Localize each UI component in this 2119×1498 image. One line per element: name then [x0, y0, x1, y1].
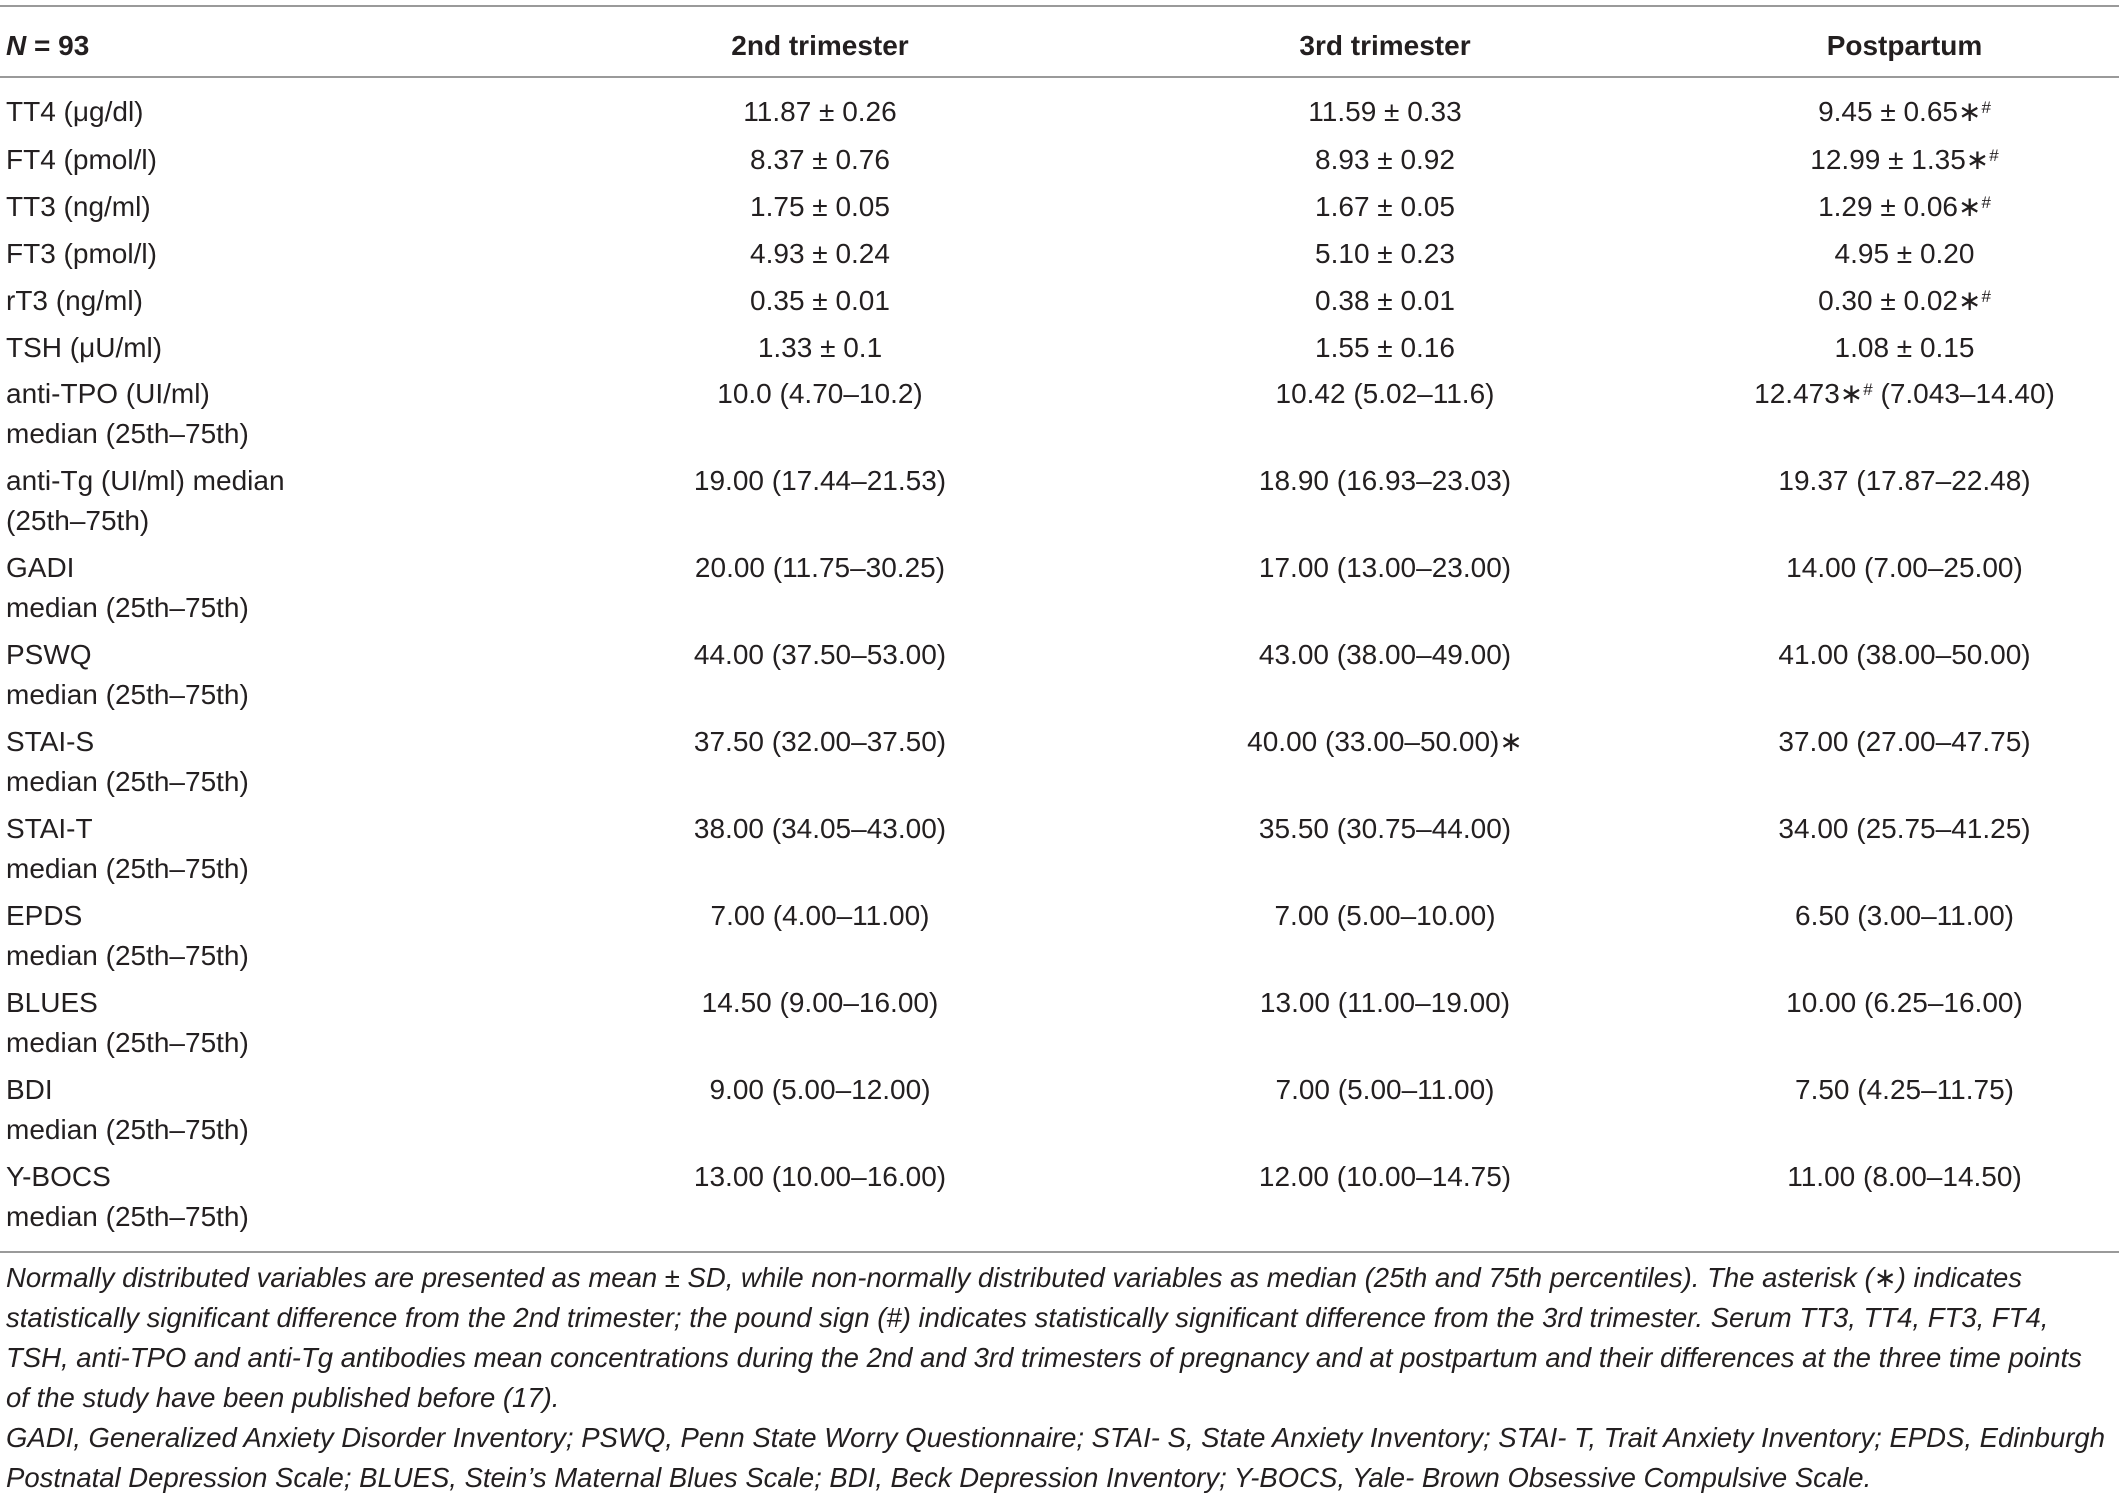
- row-label-text: EPDS: [6, 900, 83, 931]
- value-2nd-trimester: 38.00 (34.05–43.00): [693, 813, 947, 844]
- results-table: [0, 8, 2119, 1242]
- row-label-subtext: median (25th–75th): [6, 766, 249, 797]
- row-label-text: BLUES: [6, 987, 98, 1018]
- value-3rd-trimester: 7.00 (5.00–10.00): [1274, 900, 1496, 931]
- value-postpartum-text: 10.00 (6.25–16.00): [1786, 987, 2023, 1018]
- value-postpartum-text: 6.50 (3.00–11.00): [1795, 900, 2014, 931]
- value-postpartum-text: 1.08 ± 0.15: [1834, 332, 1975, 363]
- table-row: [0, 231, 2119, 278]
- value-postpartum-range: (7.043–14.40): [1872, 378, 2055, 409]
- value-postpartum: [1690, 894, 2119, 981]
- row-label-subtext: median (25th–75th): [6, 853, 249, 884]
- row-label-subtext: median (25th–75th): [6, 1027, 249, 1058]
- value-postpartum-text: 37.00 (27.00–47.75): [1778, 726, 2031, 757]
- value-3rd-trimester: 17.00 (13.00–23.00): [1258, 552, 1512, 583]
- table-body: [0, 80, 2119, 1242]
- row-label: [0, 325, 560, 372]
- value-3rd-trimester: 35.50 (30.75–44.00): [1258, 813, 1512, 844]
- value-postpartum: [1690, 325, 2119, 372]
- value-postpartum: [1690, 1068, 2119, 1155]
- row-label: [0, 231, 560, 278]
- row-label-text: TSH (μU/ml): [6, 332, 163, 363]
- value-2nd-trimester: 37.50 (32.00–37.50): [693, 726, 947, 757]
- row-label: [0, 372, 560, 459]
- significance-mark: #: [1981, 193, 1991, 212]
- significance-mark: #: [1981, 287, 1991, 306]
- row-label: [0, 278, 560, 325]
- table-row: [0, 1068, 2119, 1155]
- value-3rd-trimester: 18.90 (16.93–23.03): [1258, 465, 1512, 496]
- header-3rd-trimester: 3rd trimester: [1299, 30, 1471, 61]
- table-row: [0, 278, 2119, 325]
- row-label-text: PSWQ: [6, 639, 92, 670]
- row-label-subtext: median (25th–75th): [6, 592, 249, 623]
- row-label-subtext: median (25th–75th): [6, 418, 249, 449]
- row-label-text: STAI-T: [6, 813, 93, 844]
- table-row: [0, 372, 2119, 459]
- value-postpartum: [1690, 184, 2119, 231]
- header-2nd-trimester: 2nd trimester: [731, 30, 909, 61]
- value-3rd-trimester: 12.00 (10.00–14.75): [1258, 1161, 1512, 1192]
- footnote-abbreviations: GADI, Generalized Anxiety Disorder Inventory; PSWQ, Penn State Worry Questionnaire; STAI- S, State Anxiety Inventory; STAI- T, Trait Anxiety Inventory; EPDS, Edinburgh Postnatal Depression Scale; BLUES, Stein’s Maternal Blues Scale; BDI, Beck Depression Inventory; Y-BOCS, Yale- Brown Obsessive Compulsive Scale.: [6, 1422, 2105, 1493]
- table-row: [0, 981, 2119, 1068]
- value-postpartum: [1690, 981, 2119, 1068]
- value-2nd-trimester: 9.00 (5.00–12.00): [709, 1074, 931, 1105]
- row-label-text: BDI: [6, 1074, 53, 1105]
- row-label-subtext: (25th–75th): [6, 505, 150, 536]
- table-top-rule: [0, 5, 2119, 7]
- row-label-text: STAI-S: [6, 726, 95, 757]
- row-label: [0, 1068, 560, 1155]
- value-3rd-trimester: 7.00 (5.00–11.00): [1275, 1074, 1495, 1105]
- value-3rd-trimester: 1.67 ± 0.05: [1315, 191, 1455, 222]
- value-3rd-trimester: 10.42 (5.02–11.6): [1275, 378, 1495, 409]
- value-2nd-trimester: 20.00 (11.75–30.25): [694, 552, 946, 583]
- value-2nd-trimester: 8.37 ± 0.76: [750, 144, 890, 175]
- row-label: [0, 894, 560, 981]
- table-header-row: [0, 8, 2119, 80]
- value-postpartum: [1690, 80, 2119, 137]
- row-label: [0, 720, 560, 807]
- row-label-subtext: median (25th–75th): [6, 1114, 249, 1145]
- value-2nd-trimester: 44.00 (37.50–53.00): [693, 639, 947, 670]
- value-3rd-trimester: 8.93 ± 0.92: [1315, 144, 1455, 175]
- value-2nd-trimester: 7.00 (4.00–11.00): [710, 900, 930, 931]
- value-3rd-trimester: 13.00 (11.00–19.00): [1259, 987, 1511, 1018]
- row-label-text: anti-TPO (UI/ml): [6, 378, 210, 409]
- header-sample-size: N = 93: [6, 30, 90, 61]
- table-row: [0, 633, 2119, 720]
- value-postpartum-text: 1.29 ± 0.06∗: [1818, 191, 1982, 222]
- value-postpartum: [1690, 546, 2119, 633]
- row-label-text: TT3 (ng/ml): [6, 191, 151, 222]
- row-label-subtext: median (25th–75th): [6, 1201, 249, 1232]
- table-row: [0, 137, 2119, 184]
- value-3rd-trimester: 40.00 (33.00–50.00)∗: [1247, 726, 1523, 757]
- value-2nd-trimester: 1.75 ± 0.05: [750, 191, 890, 222]
- table-row: [0, 807, 2119, 894]
- row-label: [0, 981, 560, 1068]
- value-postpartum-text: 0.30 ± 0.02∗: [1818, 285, 1982, 316]
- row-label: [0, 137, 560, 184]
- value-postpartum: [1690, 1155, 2119, 1242]
- table-row: [0, 720, 2119, 807]
- row-label: [0, 1155, 560, 1242]
- value-postpartum: [1690, 633, 2119, 720]
- value-postpartum-text: 7.50 (4.25–11.75): [1795, 1074, 2014, 1105]
- table-row: [0, 1155, 2119, 1242]
- table-row: [0, 325, 2119, 372]
- value-postpartum-text: 14.00 (7.00–25.00): [1786, 552, 2023, 583]
- value-2nd-trimester: 1.33 ± 0.1: [757, 332, 883, 363]
- value-3rd-trimester: 1.55 ± 0.16: [1315, 332, 1455, 363]
- row-label: [0, 546, 560, 633]
- value-postpartum: [1690, 807, 2119, 894]
- value-3rd-trimester: 11.59 ± 0.33: [1308, 96, 1462, 127]
- table-row: [0, 894, 2119, 981]
- value-2nd-trimester: 11.87 ± 0.26: [743, 96, 897, 127]
- value-postpartum-text: 19.37 (17.87–22.48): [1778, 465, 2031, 496]
- table-row: [0, 546, 2119, 633]
- value-postpartum-text: 11.00 (8.00–14.50): [1787, 1161, 2022, 1192]
- value-2nd-trimester: 14.50 (9.00–16.00): [701, 987, 939, 1018]
- table-row: [0, 459, 2119, 546]
- value-postpartum-text: 4.95 ± 0.20: [1834, 238, 1975, 269]
- row-label-text: Y-BOCS: [6, 1161, 111, 1192]
- row-label-subtext: median (25th–75th): [6, 940, 249, 971]
- row-label-text: TT4 (μg/dl): [6, 96, 144, 127]
- table-row: [0, 80, 2119, 137]
- row-label: [0, 80, 560, 137]
- row-label: [0, 633, 560, 720]
- value-2nd-trimester: 19.00 (17.44–21.53): [693, 465, 947, 496]
- significance-mark: #: [1863, 380, 1873, 399]
- value-postpartum-text: 9.45 ± 0.65∗: [1818, 96, 1982, 127]
- value-3rd-trimester: 0.38 ± 0.01: [1315, 285, 1455, 316]
- significance-mark: #: [1981, 98, 1991, 117]
- row-label-subtext: median (25th–75th): [6, 679, 249, 710]
- value-2nd-trimester: 0.35 ± 0.01: [750, 285, 890, 316]
- value-postpartum: [1690, 137, 2119, 184]
- value-2nd-trimester: 10.0 (4.70–10.2): [717, 378, 923, 409]
- value-3rd-trimester: 43.00 (38.00–49.00): [1258, 639, 1512, 670]
- value-postpartum: [1690, 720, 2119, 807]
- row-label-text: anti-Tg (UI/ml) median: [6, 465, 285, 496]
- value-3rd-trimester: 5.10 ± 0.23: [1315, 238, 1455, 269]
- row-label-text: GADI: [6, 552, 75, 583]
- value-2nd-trimester: 4.93 ± 0.24: [750, 238, 890, 269]
- value-postpartum: [1690, 278, 2119, 325]
- value-2nd-trimester: 13.00 (10.00–16.00): [693, 1161, 947, 1192]
- row-label-text: FT3 (pmol/l): [6, 238, 157, 269]
- value-postpartum-text: 12.473∗: [1754, 378, 1864, 409]
- value-postpartum: [1690, 372, 2119, 459]
- row-label: [0, 807, 560, 894]
- value-postpartum: [1690, 231, 2119, 278]
- table-footnotes: [6, 1258, 2111, 1498]
- value-postpartum-text: 12.99 ± 1.35∗: [1810, 144, 1990, 175]
- table-row: [0, 184, 2119, 231]
- value-postpartum-text: 34.00 (25.75–41.25): [1778, 813, 2031, 844]
- row-label: [0, 459, 560, 546]
- significance-mark: #: [1989, 146, 1999, 165]
- row-label-text: FT4 (pmol/l): [6, 144, 157, 175]
- footnote-statistics: Normally distributed variables are presented as mean ± SD, while non-normally distributed variables as median (25th and 75th percentiles). The asterisk (∗) indicates statistically significant difference from the 2nd trimester; the pound sign (#) indicates statistically significant difference from the 3rd trimester. Serum TT3, TT4, FT3, FT4, TSH, anti-TPO and anti-Tg antibodies mean concentrations during the 2nd and 3rd trimesters of pregnancy and at postpartum and their differences at the three time points of the study have been published before (17).: [6, 1262, 2082, 1413]
- row-label: [0, 184, 560, 231]
- table-bottom-rule: [0, 1251, 2119, 1253]
- header-postpartum: Postpartum: [1826, 30, 1983, 61]
- row-label-text: rT3 (ng/ml): [6, 285, 143, 316]
- value-postpartum-text: 41.00 (38.00–50.00): [1778, 639, 2031, 670]
- value-postpartum: [1690, 459, 2119, 546]
